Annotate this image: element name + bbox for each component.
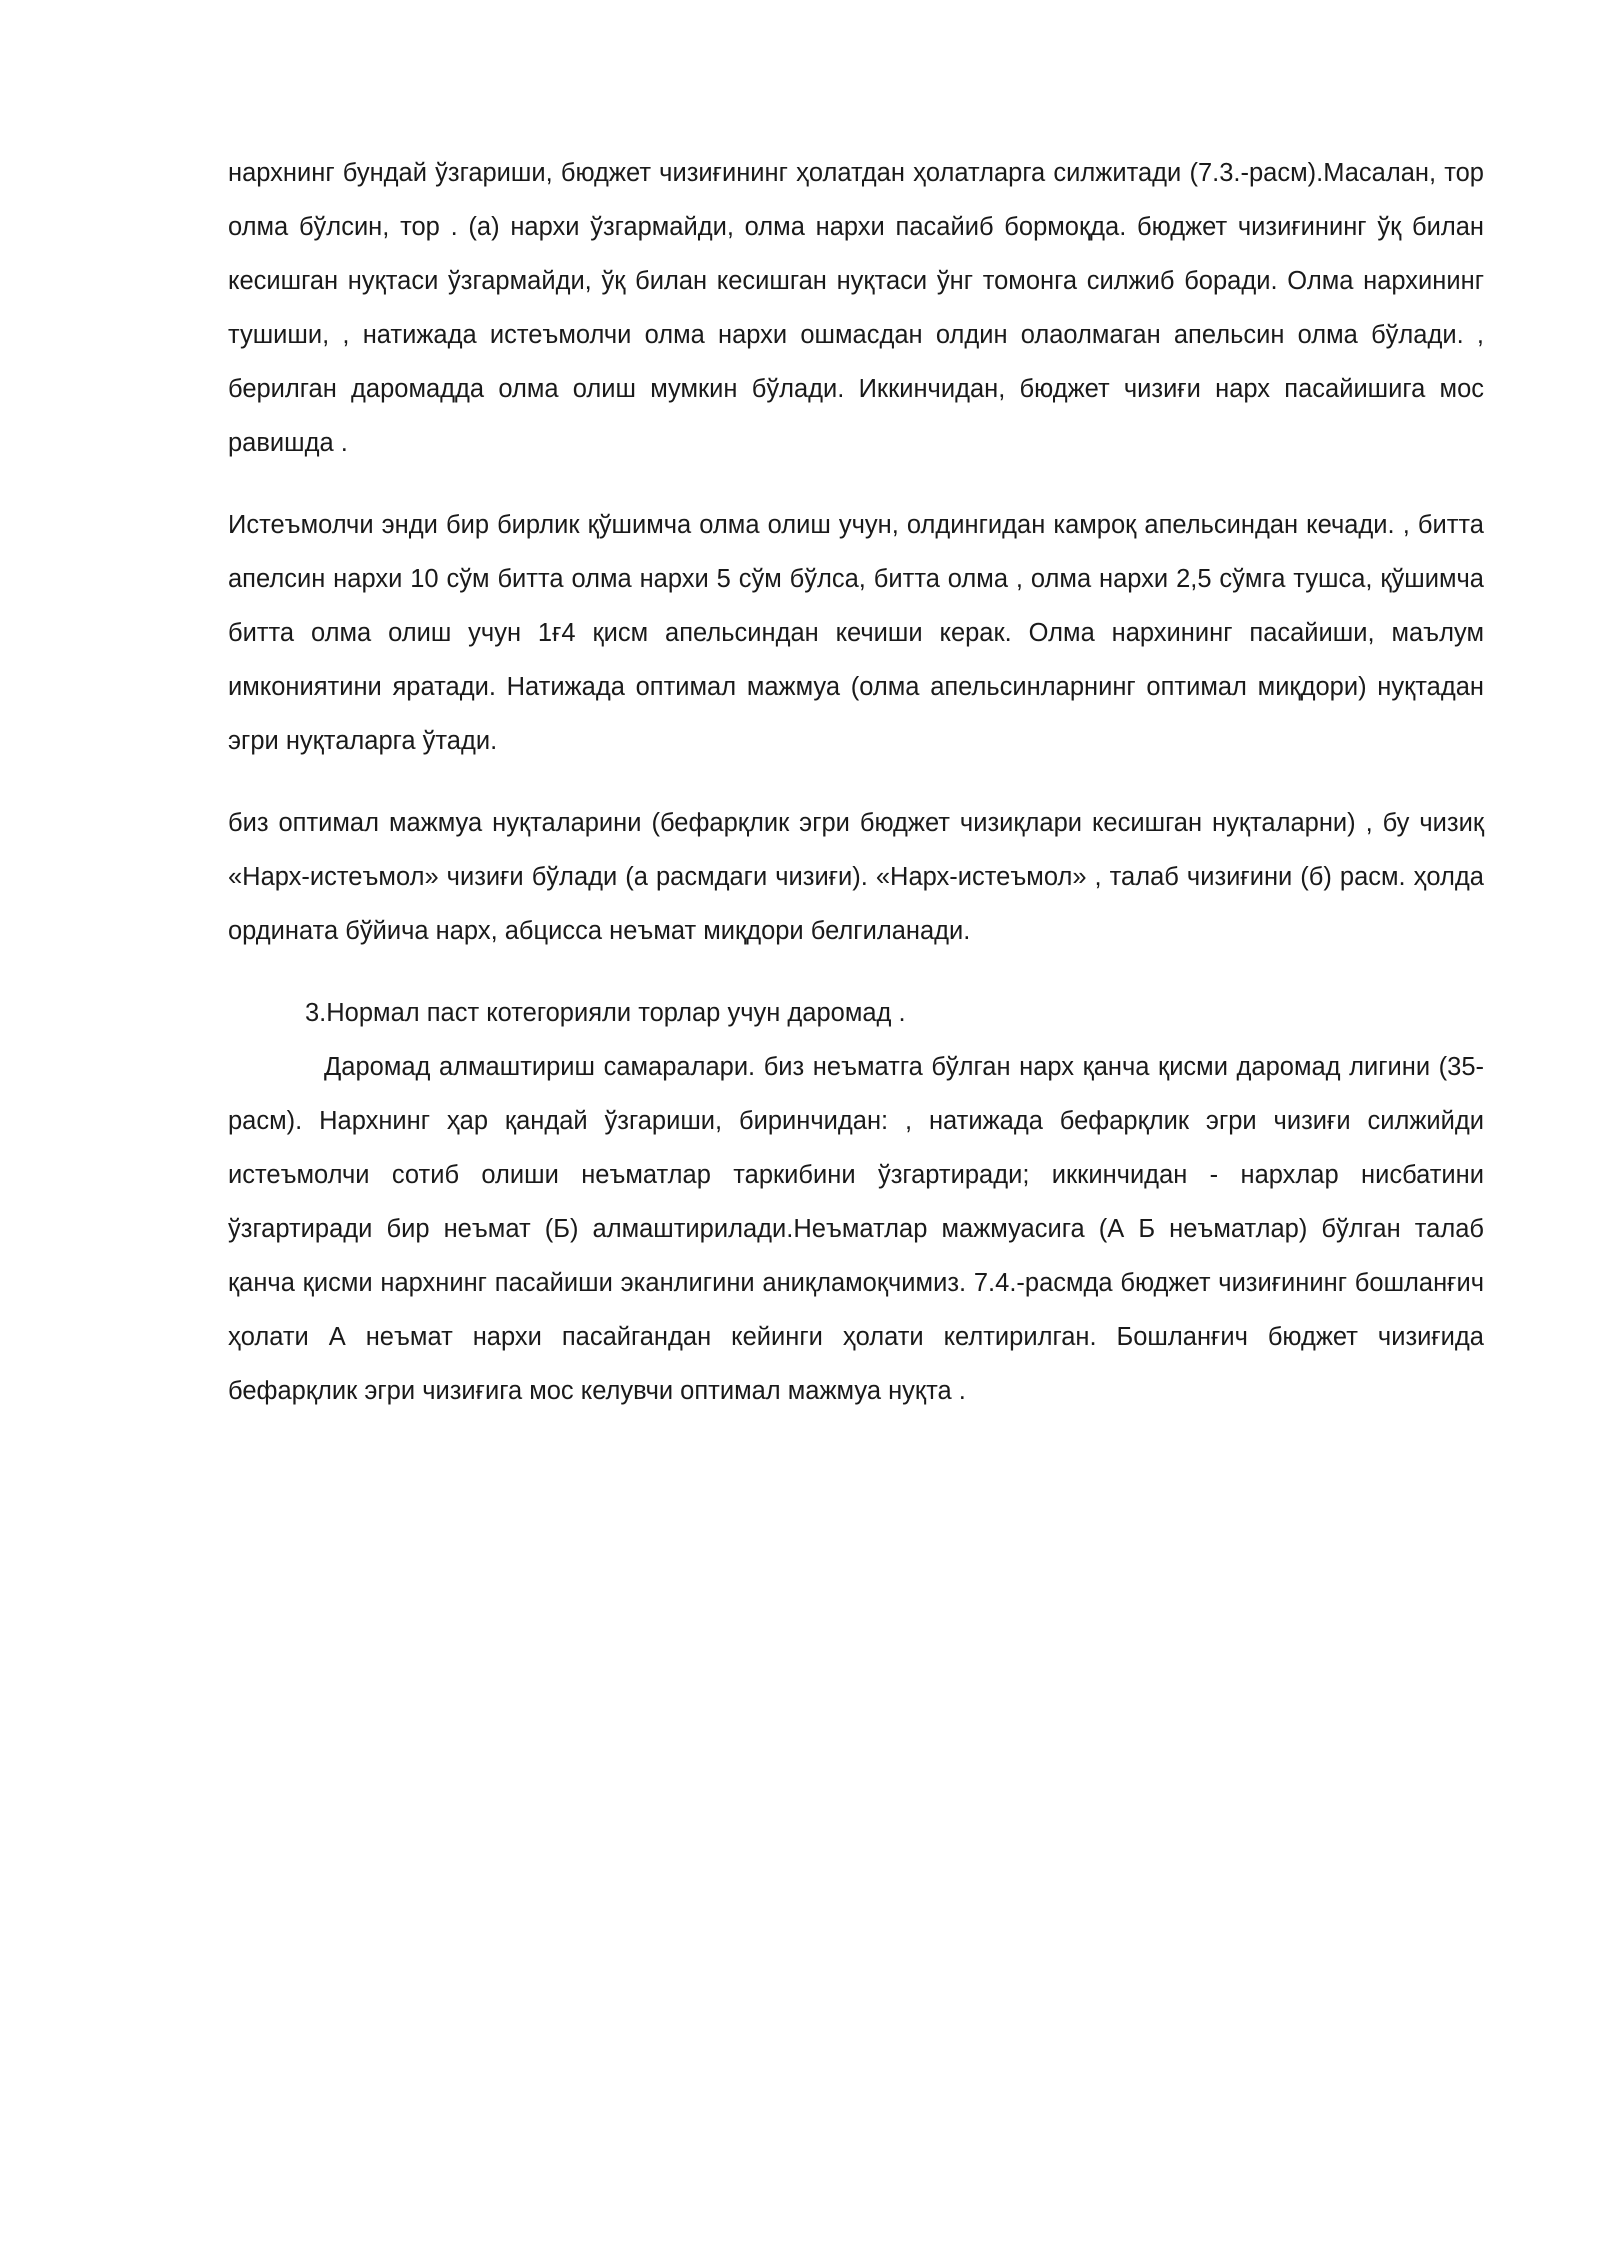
- paragraph-consumer-tradeoff: Истеъмолчи энди бир бирлик қўшимча олма олиш учун, олдингидан камроқ апельсиндан кечади. , битта апелсин нархи 10 сўм битта олма нархи 5 сўм бўлса, битта олма , олма нархи 2,5 сўмга тушса, қўшимча битта олма олиш учун 1ғ4 қисм апельсиндан кечиши керак. Олма нархининг пасайиши, маълум имкониятини яратади. Натижада оптимал мажмуа (олма апельсинларнинг оптимал миқдори) нуқтадан эгри нуқталарга ўтади.: [228, 511, 1484, 755]
- paragraph-price-change: нархнинг бундай ўзгариши, бюджет чизиғининг ҳолатдан ҳолатларга силжитади (7.3.-расм).Масалан, тор олма бўлсин, тор . (а) нархи ўзгармайди, олма нархи пасайиб бормоқда. бюджет чизиғининг ўқ билан кесишган нуқтаси ўзгармайди, ўқ билан кесишган нуқтаси ўнг томонга силжиб боради. Олма нархининг тушиши, , натижада истеъмолчи олма нархи ошмасдан олдин олаолмаган апельсин олма бўлади. , берилган даромадда олма олиш мумкин бўлади. Иккинчидан, бюджет чизиғи нарх пасайишига мос равишда .: [228, 159, 1484, 457]
- section-heading: 3.Нормал паст котегорияли торлар учун даромад .: [305, 999, 906, 1027]
- document-body: [228, 146, 1484, 1418]
- paragraph-income-substitution: Даромад алмаштириш самаралари. биз неъматга бўлган нарх қанча қисми даромад лигини (35-расм). Нархнинг ҳар қандай ўзгариши, биринчидан: , натижада бефарқлик эгри чизиғи силжийди истеъмолчи сотиб олиши неъматлар таркибини ўзгартиради; иккинчидан - нархлар нисбатини ўзгартиради бир неъмат (Б) алмаштирилади.Неъматлар мажмуасига (А Б неъматлар) бўлган талаб қанча қисми нархнинг пасайиши эканлигини аниқламоқчимиз. 7.4.-расмда бюджет чизиғининг бошланғич ҳолати А неъмат нархи пасайгандан кейинги ҳолати келтирилган. Бошланғич бюджет чизиғида бефарқлик эгри чизиғига мос келувчи оптимал мажмуа нуқта .: [228, 1053, 1484, 1405]
- paragraph-price-consumption-line: биз оптимал мажмуа нуқталарини (бефарқлик эгри бюджет чизиқлари кесишган нуқталарни) , бу чизиқ «Нарх-истеъмол» чизиғи бўлади (а расмдаги чизиғи). «Нарх-истеъмол» , талаб чизиғини (б) расм. ҳолда ордината бўйича нарх, абцисса неъмат миқдори белгиланади.: [228, 809, 1484, 945]
